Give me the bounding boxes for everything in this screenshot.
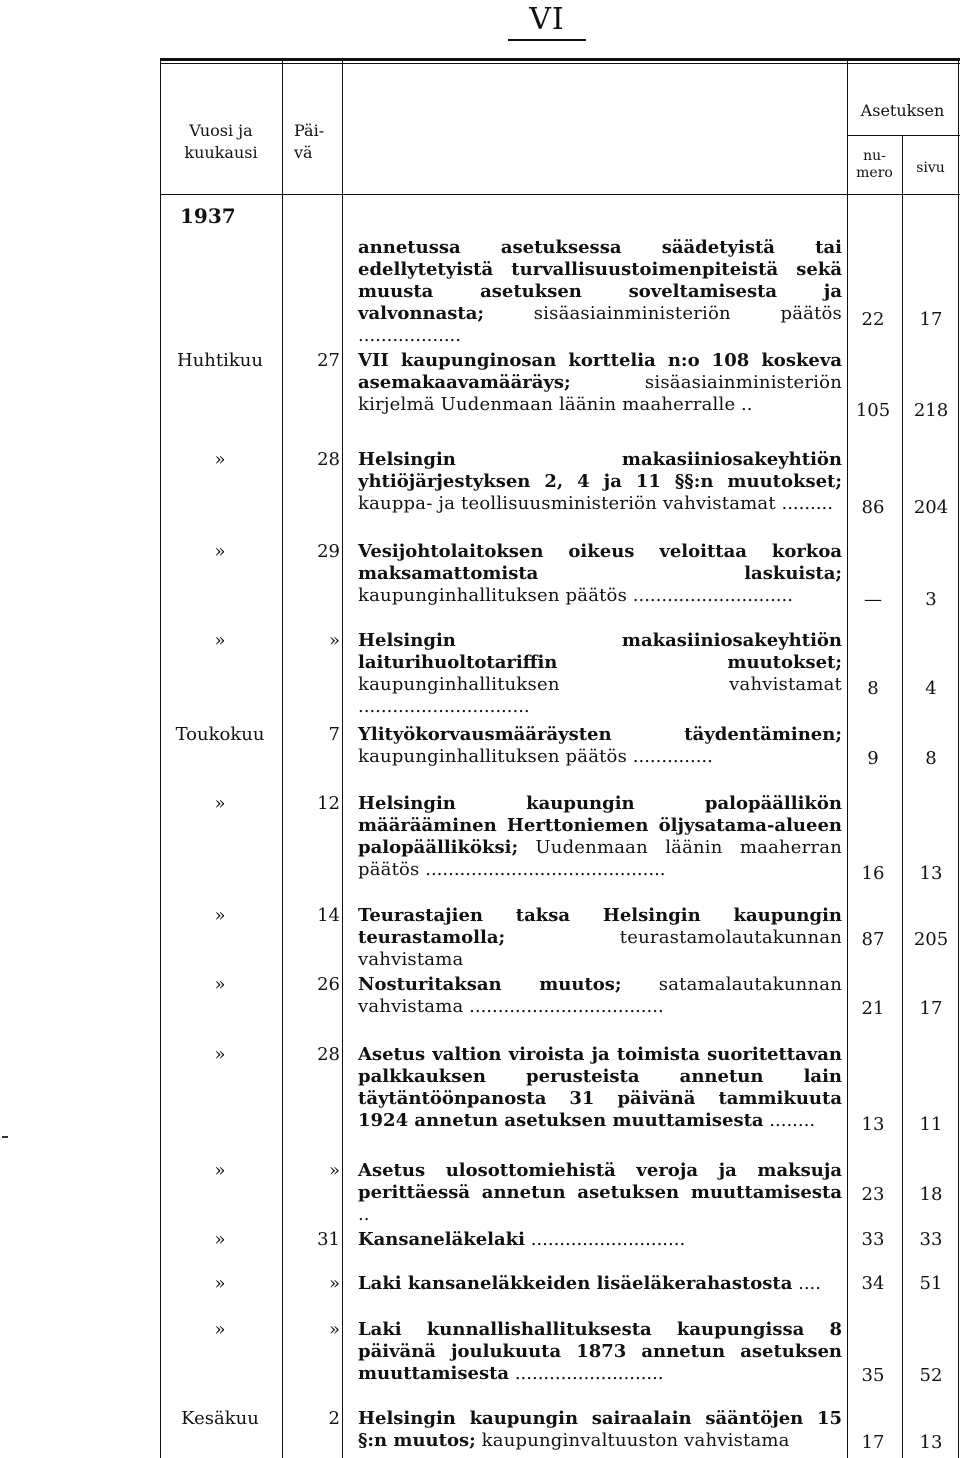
header-group-label: Asetuksen xyxy=(860,101,945,120)
entry-page: 52 xyxy=(919,1365,943,1386)
entry-issuer: kaupunginhallituksen vahvistamat xyxy=(358,674,842,695)
entry-month: Toukokuu xyxy=(175,724,265,745)
table-top-rule xyxy=(160,58,960,61)
entry-month: » xyxy=(214,1273,226,1294)
entry-issuer: kaupunginvaltuuston vahvistama xyxy=(475,1430,790,1451)
entry-leader-dots: .............. xyxy=(627,746,713,767)
entry-number: 22 xyxy=(861,309,885,330)
entry-month: » xyxy=(214,905,226,926)
entry-text xyxy=(358,350,842,416)
entry-number: 35 xyxy=(861,1365,885,1386)
entry-page: 204 xyxy=(913,497,949,518)
entry-number: 9 xyxy=(867,748,879,769)
entry-leader-dots: .................. xyxy=(358,325,461,346)
entry-title: VII kaupunginosan korttelia n:o 108 koskeva asemakaavamääräys; xyxy=(358,350,842,393)
entry-number: 34 xyxy=(861,1273,885,1294)
entry-day: » xyxy=(328,1273,340,1294)
entry-month: » xyxy=(214,630,226,651)
header-page: sivu xyxy=(916,160,945,176)
entry-month: » xyxy=(214,541,226,562)
entry-month: Huhtikuu xyxy=(177,350,263,371)
column-rule xyxy=(902,136,903,1458)
entry-page: 17 xyxy=(919,309,943,330)
entry-text xyxy=(358,630,842,718)
entry-month: » xyxy=(214,793,226,814)
entry-title: Ylityökorvausmääräysten täydentäminen; xyxy=(358,724,842,745)
entry-page: 218 xyxy=(913,400,949,421)
entry-page: 13 xyxy=(919,1432,943,1453)
entry-issuer: kauppa- ja teollisuusministeriön vahvistamat xyxy=(358,493,776,514)
entry-day: 31 xyxy=(317,1229,340,1250)
page-number: VI xyxy=(508,2,586,41)
entry-month: » xyxy=(214,1160,226,1181)
entry-number: 86 xyxy=(861,497,885,518)
entry-title: Helsingin makasiiniosakeyhtiön yhtiöjärjestyksen 2, 4 ja 11 §§:n muutokset; xyxy=(358,449,842,492)
entry-title: annetussa asetuksessa säädetyistä tai edellytetyistä turvallisuustoimenpiteistä sekä muusta asetuksen soveltamisesta ja valvonnasta; xyxy=(358,237,842,324)
entry-text xyxy=(358,905,842,971)
entry-leader-dots: .............................. xyxy=(358,696,530,717)
entry-day: » xyxy=(328,1319,340,1340)
entry-page: 3 xyxy=(925,589,937,610)
entry-title: Vesijohtolaitoksen oikeus veloittaa korkoa maksamattomista laskuista; xyxy=(358,541,842,584)
entry-page: 4 xyxy=(925,678,937,699)
entry-leader-dots: ........................... xyxy=(524,1229,686,1250)
entry-number: 23 xyxy=(861,1184,885,1205)
entry-month: » xyxy=(214,1044,226,1065)
entry-issuer: satamalautakunnan vahvistama xyxy=(358,974,842,1017)
entry-text xyxy=(358,1044,842,1132)
entry-leader-dots: .. xyxy=(358,1204,370,1225)
entry-page: 51 xyxy=(919,1273,943,1294)
entry-text xyxy=(358,449,842,515)
entry-title: Helsingin makasiiniosakeyhtiön laiturihuoltotariffin muutokset; xyxy=(358,630,842,673)
entry-issuer: kaupunginhallituksen päätös xyxy=(358,585,628,606)
entry-number: 33 xyxy=(861,1229,885,1250)
entry-title: Helsingin kaupungin sairaalain sääntöjen 15 §:n muutos; xyxy=(358,1408,842,1451)
entry-number: 16 xyxy=(861,863,885,884)
entry-day: 26 xyxy=(317,974,340,995)
year-label: 1937 xyxy=(180,204,236,228)
entry-text xyxy=(358,1319,842,1385)
entry-issuer: sisäasiainministeriön päätös xyxy=(484,303,842,324)
entry-leader-dots: ............................ xyxy=(627,585,793,606)
entry-number: 17 xyxy=(861,1432,885,1453)
entry-number: 13 xyxy=(861,1114,885,1135)
entry-title: Kansaneläkelaki xyxy=(358,1229,525,1250)
header-number-line1: nu- xyxy=(863,148,886,164)
entry-page: 205 xyxy=(913,929,949,950)
entry-leader-dots: .. xyxy=(735,394,753,415)
entry-text xyxy=(358,1160,842,1226)
entry-day: 2 xyxy=(328,1408,340,1429)
entry-page: 11 xyxy=(919,1114,943,1135)
header-number xyxy=(847,148,902,182)
entry-title: Laki kansaneläkkeiden lisäeläkerahastosta xyxy=(358,1273,793,1294)
entry-month: » xyxy=(214,974,226,995)
header-bottom-rule xyxy=(160,194,960,195)
entry-title: Nosturitaksan muutos; xyxy=(358,974,622,995)
entry-issuer: kaupunginhallituksen päätös xyxy=(358,746,628,767)
margin-mark xyxy=(2,1136,8,1138)
entry-text xyxy=(358,1273,842,1295)
header-day-line1: Päi- xyxy=(294,121,325,140)
entry-title: Asetus ulosottomiehistä veroja ja maksuja perittäessä annetun asetuksen muuttamisesta xyxy=(358,1160,842,1203)
entry-text xyxy=(358,1408,842,1452)
entry-month: » xyxy=(214,1229,226,1250)
header-year-month-line1: Vuosi ja xyxy=(189,121,253,140)
entry-leader-dots: .... xyxy=(792,1273,821,1294)
header-year-month-line2: kuukausi xyxy=(184,143,258,162)
entry-day: » xyxy=(328,1160,340,1181)
header-group-rule xyxy=(847,135,960,136)
header-day-line2: vä xyxy=(294,143,313,162)
entry-page: 13 xyxy=(919,863,943,884)
entry-month: » xyxy=(214,449,226,470)
table-top-rule-thin xyxy=(160,63,960,64)
entry-text xyxy=(358,724,842,768)
entry-day: 7 xyxy=(328,724,340,745)
entry-issuer: Uudenmaan läänin maaherran päätös xyxy=(358,837,842,880)
entry-leader-dots: ......... xyxy=(775,493,833,514)
entry-title: Helsingin kaupungin palopäällikön määrääminen Herttoniemen öljysatama-alueen palopäälliköksi; xyxy=(358,793,842,858)
entry-text xyxy=(358,974,842,1018)
entry-title: Laki kunnallishallituksesta kaupungissa 8 päivänä joulukuuta 1873 annetun asetuksen muuttamisesta xyxy=(358,1319,842,1384)
entry-day: 29 xyxy=(317,541,340,562)
entry-leader-dots: ........ xyxy=(763,1110,816,1131)
header-day xyxy=(284,120,350,164)
entry-issuer: teurastamolautakunnan vahvistama xyxy=(358,927,842,970)
entry-day: 28 xyxy=(317,449,340,470)
entry-title: Teurastajien taksa Helsingin kaupungin teurastamolla; xyxy=(358,905,842,948)
entry-text xyxy=(358,1229,842,1251)
entry-text xyxy=(358,237,842,347)
header-year-month xyxy=(162,120,280,164)
column-rule xyxy=(342,60,343,1458)
entry-number: 87 xyxy=(861,929,885,950)
entry-number: — xyxy=(864,589,882,610)
entry-number: 21 xyxy=(861,998,885,1019)
entry-leader-dots: .................................. xyxy=(463,996,664,1017)
header-number-line2: mero xyxy=(856,165,893,181)
entry-month: Kesäkuu xyxy=(181,1408,259,1429)
entry-page: 18 xyxy=(919,1184,943,1205)
entry-day: 27 xyxy=(317,350,340,371)
entry-page: 8 xyxy=(925,748,937,769)
entry-page: 17 xyxy=(919,998,943,1019)
entry-month: » xyxy=(214,1319,226,1340)
entry-title: Asetus valtion viroista ja toimista suoritettavan palkkauksen perusteista annetun lain täytäntöönpanosta 31 päivänä tammikuuta 1924 annetun asetuksen muuttamisesta xyxy=(358,1044,842,1131)
entry-issuer: sisäasiainministeriön kirjelmä Uudenmaan läänin maaherralle xyxy=(358,372,842,415)
entry-leader-dots: .......................................... xyxy=(419,859,666,880)
entry-day: 12 xyxy=(317,793,340,814)
entry-leader-dots: .......................... xyxy=(509,1363,664,1384)
entry-text xyxy=(358,541,842,607)
entry-day: » xyxy=(328,630,340,651)
entry-day: 28 xyxy=(317,1044,340,1065)
entry-number: 105 xyxy=(855,400,891,421)
entry-number: 8 xyxy=(867,678,879,699)
entry-page: 33 xyxy=(919,1229,943,1250)
entry-day: 14 xyxy=(317,905,340,926)
entry-text xyxy=(358,793,842,881)
